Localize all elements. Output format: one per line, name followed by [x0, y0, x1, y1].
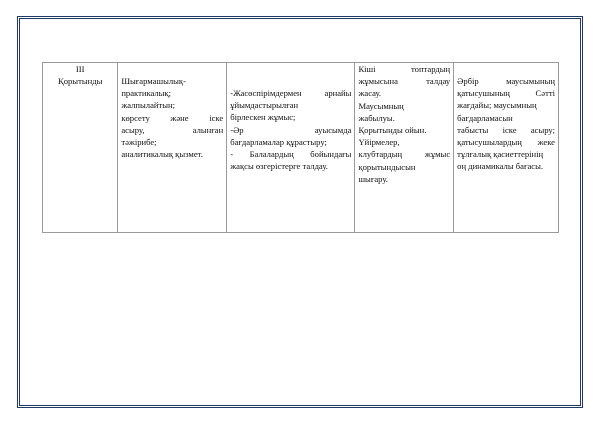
table-row — [43, 63, 559, 233]
stage-number: III — [75, 64, 85, 74]
form-line: Кіші топтардың — [358, 64, 451, 74]
form-line: шығару. — [358, 173, 388, 184]
result-line: қатысушылардың жеке — [457, 137, 555, 148]
form-line: Үйірмелер, — [358, 137, 400, 148]
activity-line: бірлескен жұмыс; — [230, 112, 296, 123]
results-cell — [454, 63, 559, 233]
result-line: оң динамикалы бағасы. — [457, 161, 544, 172]
activity-line: ұйымдастырылған — [230, 100, 299, 111]
form-line: жұмысына талдау — [358, 76, 451, 87]
competency-line: асыру, алынған — [121, 124, 224, 135]
activity-line: бағдарламалар құрастыру; — [230, 136, 327, 147]
result-line: Әрбір маусымының — [457, 76, 555, 86]
stage-name: Қорытынды — [57, 76, 103, 87]
competencies-cell — [118, 63, 227, 233]
result-line: жағдайы; маусымның — [457, 100, 537, 111]
competency-line: жалпылайтын; — [121, 100, 176, 111]
forms-cell — [355, 63, 454, 233]
result-line: тұлғалық қасиеттерінің — [457, 149, 544, 160]
activity-line: -Жасөспірімдермен арнайы — [230, 88, 352, 98]
activities-cell — [227, 63, 355, 233]
form-line: клубтардың жұмыс — [358, 149, 451, 160]
form-line: Қорытынды ойын. — [358, 125, 427, 136]
competency-line: практикалық; — [121, 88, 171, 99]
competency-line: көрсету және іске — [121, 112, 224, 123]
stage-cell — [43, 63, 118, 233]
result-line: бағдарламасын — [457, 112, 513, 123]
activity-line: - Балалардың бойындағы — [230, 149, 352, 160]
activity-line: жақсы өзгерістерге талдау. — [230, 161, 328, 172]
form-line: Маусымның — [358, 100, 404, 111]
competency-line: аналитикалық қызмет. — [121, 149, 203, 160]
competency-line: тәжірибе; — [121, 137, 157, 148]
program-stage-table — [42, 62, 559, 233]
activity-line: -Әр ауысымда — [230, 124, 352, 135]
form-line: жасау. — [358, 88, 382, 99]
competency-line: Шығармашылық- — [121, 76, 186, 86]
form-line: жабылуы. — [358, 112, 395, 123]
form-line: қорытындысын — [358, 161, 416, 172]
result-line: табысты іске асыру; — [457, 124, 555, 135]
result-line: қатысушының Сәтті — [457, 88, 555, 99]
